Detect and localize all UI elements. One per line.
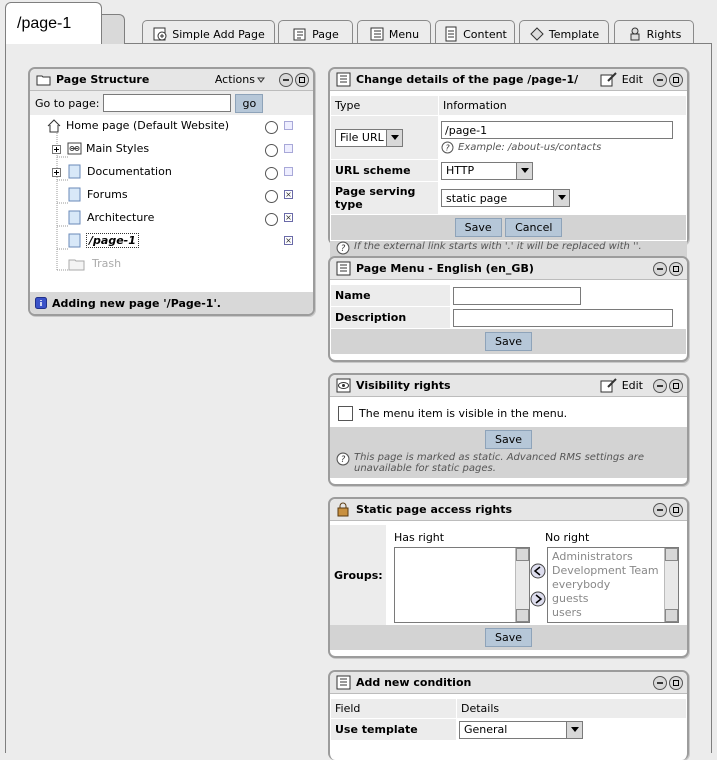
go-button[interactable]: go — [235, 94, 263, 113]
no-right-list[interactable] — [547, 547, 679, 623]
dropdown-arrow-icon — [516, 163, 532, 179]
scroll-down-arrow[interactable] — [516, 609, 529, 622]
visibility-note-text: This page is marked as static. Advanced RMS settings are unavailable for static pages. — [354, 452, 645, 474]
close-button[interactable] — [669, 262, 683, 276]
url-input[interactable] — [441, 121, 673, 139]
info-column-header: Information — [439, 96, 687, 116]
description-label: Description — [331, 307, 451, 329]
has-right-label: Has right — [394, 531, 445, 544]
page-menu-buttons — [331, 329, 687, 355]
page-menu-panel — [328, 256, 689, 362]
expand-icon[interactable] — [52, 168, 61, 177]
scrollbar[interactable] — [664, 548, 678, 622]
close-button[interactable] — [669, 73, 683, 87]
change-details-panel — [328, 67, 689, 255]
square-icon — [671, 381, 681, 391]
tree-item-label: Home page (Default Website) — [66, 119, 230, 132]
change-details-header — [330, 69, 687, 91]
tree-item-documentation[interactable] — [30, 162, 313, 182]
info-icon — [35, 297, 47, 309]
scrollbar[interactable] — [515, 548, 529, 622]
details-column-header: Details — [457, 699, 687, 719]
add-condition-header — [330, 672, 687, 694]
groups-area — [330, 525, 687, 625]
list-item[interactable]: Development Team — [552, 564, 659, 577]
type-column-header: Type — [331, 96, 439, 116]
visibility-buttons — [330, 427, 687, 452]
status-message: Adding new page '/Page-1'. — [52, 296, 221, 310]
tree-radio[interactable] — [265, 190, 278, 203]
tree-item-main-styles[interactable] — [30, 139, 313, 159]
scroll-up-arrow[interactable] — [665, 548, 678, 561]
serving-type-label: Page serving type — [331, 182, 439, 215]
visible-in-menu-row — [330, 401, 687, 425]
list-item[interactable]: everybody — [552, 578, 611, 591]
structure-status-bar — [30, 292, 313, 314]
save-button[interactable]: Save — [485, 430, 532, 449]
close-button[interactable] — [669, 503, 683, 517]
details-buttons — [331, 215, 687, 241]
page-icon — [292, 26, 308, 42]
condition-icon — [336, 675, 351, 690]
page-menu-title: Page Menu - English (en_GB) — [356, 262, 534, 275]
move-right-icon[interactable] — [530, 591, 546, 607]
url-scheme-cell — [439, 160, 687, 182]
serving-type-cell — [439, 182, 687, 215]
move-left-icon[interactable] — [530, 563, 546, 579]
eye-icon — [336, 378, 351, 393]
scroll-up-arrow[interactable] — [516, 548, 529, 561]
minimize-button[interactable] — [653, 676, 667, 690]
tree-checkbox-checked[interactable]: × — [285, 236, 292, 245]
add-condition-title: Add new condition — [356, 676, 472, 689]
lock-icon — [336, 502, 351, 517]
page-menu-table — [330, 284, 687, 355]
chevron-down-icon — [257, 76, 265, 84]
tree-checkbox-checked[interactable]: × — [285, 190, 292, 199]
scroll-down-arrow[interactable] — [665, 609, 678, 622]
use-template-select[interactable] — [459, 721, 583, 739]
goto-page-input[interactable] — [103, 94, 231, 112]
edit-icon — [600, 378, 618, 393]
template-icon — [529, 26, 545, 42]
visibility-rights-title: Visibility rights — [356, 379, 451, 392]
dropdown-arrow-icon — [553, 190, 569, 206]
field-column-header: Field — [331, 699, 457, 719]
page-structure-panel — [28, 67, 315, 316]
minimize-button[interactable] — [279, 73, 293, 87]
no-right-label: No right — [545, 531, 590, 544]
tree-item-home[interactable] — [30, 116, 313, 136]
top-tab-bar — [0, 0, 717, 44]
edit-label: Edit — [621, 73, 643, 86]
serving-type-value: static page — [446, 191, 508, 205]
tree-checkbox[interactable] — [284, 144, 293, 153]
tree-item-label: Architecture — [87, 211, 155, 224]
trash-folder-icon — [68, 256, 86, 271]
minus-icon — [655, 678, 665, 688]
tree-checkbox[interactable] — [284, 167, 293, 176]
use-template-value: General — [464, 723, 508, 736]
home-icon — [46, 118, 62, 133]
tab-label: Content — [463, 27, 507, 41]
details-table — [330, 95, 687, 241]
save-button[interactable]: Save — [485, 628, 532, 647]
visible-in-menu-checkbox[interactable] — [338, 406, 353, 421]
minus-icon — [655, 505, 665, 515]
minimize-button[interactable] — [653, 379, 667, 393]
tab-label: Simple Add Page — [172, 27, 265, 41]
url-scheme-value: HTTP — [446, 164, 475, 177]
page-icon — [68, 210, 81, 225]
tree-item-forums[interactable] — [30, 185, 313, 205]
access-rights-header — [330, 499, 687, 521]
type-select[interactable] — [335, 129, 403, 147]
type-cell — [331, 116, 439, 160]
page-tree — [30, 115, 313, 291]
access-rights-title: Static page access rights — [356, 503, 512, 516]
help-icon[interactable] — [336, 241, 350, 255]
close-button[interactable] — [669, 676, 683, 690]
tree-radio[interactable] — [265, 167, 278, 180]
tree-item-architecture[interactable] — [30, 208, 313, 228]
tab-rights[interactable] — [614, 20, 694, 44]
tab-menu[interactable] — [357, 20, 431, 44]
tab-notch — [99, 14, 125, 44]
condition-table — [330, 698, 687, 741]
page-path-tab[interactable] — [5, 2, 102, 44]
tab-template[interactable] — [519, 20, 609, 44]
svg-text:?: ? — [445, 143, 450, 153]
expand-icon[interactable] — [52, 145, 61, 154]
cancel-button[interactable]: Cancel — [505, 218, 562, 237]
list-item[interactable]: users — [552, 606, 582, 619]
minus-icon — [281, 75, 291, 85]
square-icon — [671, 505, 681, 515]
tab-label: Menu — [388, 27, 420, 41]
edit-button[interactable] — [600, 378, 643, 393]
square-icon — [671, 678, 681, 688]
help-icon[interactable] — [441, 141, 454, 154]
page-icon — [68, 187, 81, 202]
close-button[interactable] — [669, 379, 683, 393]
edit-button[interactable] — [600, 72, 643, 87]
tree-item-page-1[interactable] — [30, 231, 313, 251]
has-right-list[interactable] — [394, 547, 530, 623]
minus-icon — [655, 264, 665, 274]
tab-label: Rights — [646, 27, 682, 41]
page-icon — [68, 164, 81, 179]
svg-text:?: ? — [340, 244, 346, 255]
list-item[interactable]: Administrators — [552, 550, 633, 563]
access-rights-buttons — [330, 625, 687, 650]
tree-item-label: Forums — [87, 188, 128, 201]
name-input[interactable] — [453, 287, 581, 305]
save-button[interactable]: Save — [485, 332, 532, 351]
url-scheme-select[interactable] — [441, 162, 533, 180]
serving-type-select[interactable] — [441, 189, 570, 207]
square-icon — [671, 75, 681, 85]
url-cell — [439, 116, 687, 160]
save-button[interactable]: Save — [455, 218, 502, 237]
visible-in-menu-label: The menu item is visible in the menu. — [359, 406, 568, 420]
menu-icon — [336, 261, 351, 276]
minimize-button[interactable] — [653, 503, 667, 517]
goto-bar — [30, 91, 313, 115]
visibility-note — [330, 452, 687, 478]
menu-icon — [369, 26, 385, 42]
visibility-rights-panel — [328, 373, 689, 486]
tree-item-label-selected: /page-1 — [86, 233, 139, 248]
close-button[interactable] — [295, 73, 309, 87]
page-icon — [68, 233, 81, 248]
simple-add-page-icon — [152, 26, 168, 42]
edit-label: Edit — [621, 379, 643, 392]
minimize-button[interactable] — [653, 262, 667, 276]
page-menu-header — [330, 258, 687, 280]
tree-checkbox-checked[interactable]: × — [285, 213, 292, 222]
rights-icon — [627, 26, 643, 42]
url-example-row — [441, 141, 684, 154]
edit-icon — [600, 72, 618, 87]
tab-simple-add-page[interactable] — [142, 20, 275, 44]
use-template-cell — [457, 719, 687, 741]
tree-radio[interactable] — [265, 121, 278, 134]
details-icon — [336, 72, 351, 87]
page-path-label: /page-1 — [17, 15, 72, 32]
change-details-title: Change details of the page /page-1/ — [356, 73, 579, 86]
minimize-button[interactable] — [653, 73, 667, 87]
tree-checkbox[interactable] — [284, 121, 293, 130]
goto-label: Go to page: — [35, 96, 100, 110]
access-rights-panel — [328, 497, 689, 658]
tree-radio[interactable] — [265, 213, 278, 226]
tree-item-trash[interactable] — [30, 254, 313, 274]
tab-label: Page — [312, 27, 339, 41]
actions-label: Actions — [214, 73, 255, 86]
page-structure-header — [30, 69, 313, 91]
page-structure-title: Page Structure — [56, 73, 150, 86]
tab-label: Template — [548, 27, 600, 41]
actions-menu[interactable] — [215, 73, 265, 86]
content-icon — [443, 26, 459, 42]
url-example: Example: /about-us/contacts — [458, 142, 602, 153]
help-icon[interactable] — [336, 452, 350, 466]
folder-icon — [36, 72, 51, 87]
square-icon — [297, 75, 307, 85]
square-icon — [671, 264, 681, 274]
name-label: Name — [331, 285, 451, 307]
type-select-value: File URL — [340, 131, 384, 144]
minus-icon — [655, 75, 665, 85]
use-template-label: Use template — [331, 719, 457, 741]
details-note-text: If the external link starts with '.' it will be replaced with ''. — [354, 241, 642, 252]
description-input[interactable] — [453, 309, 673, 327]
tree-item-label: Trash — [92, 257, 122, 270]
visibility-rights-header — [330, 375, 687, 397]
dropdown-arrow-icon — [386, 130, 402, 146]
link-page-icon — [67, 141, 82, 156]
tree-radio[interactable] — [265, 144, 278, 157]
tab-content[interactable] — [435, 20, 515, 44]
minus-icon — [655, 381, 665, 391]
groups-label: Groups: — [330, 525, 386, 625]
svg-text:?: ? — [340, 455, 346, 466]
description-cell — [451, 307, 687, 329]
tree-item-label: Documentation — [87, 165, 172, 178]
list-item[interactable]: guests — [552, 592, 589, 605]
tree-item-label: Main Styles — [86, 142, 150, 155]
dropdown-arrow-icon — [566, 722, 582, 738]
tab-page[interactable] — [278, 20, 353, 44]
name-cell — [451, 285, 687, 307]
url-scheme-label: URL scheme — [331, 160, 439, 182]
